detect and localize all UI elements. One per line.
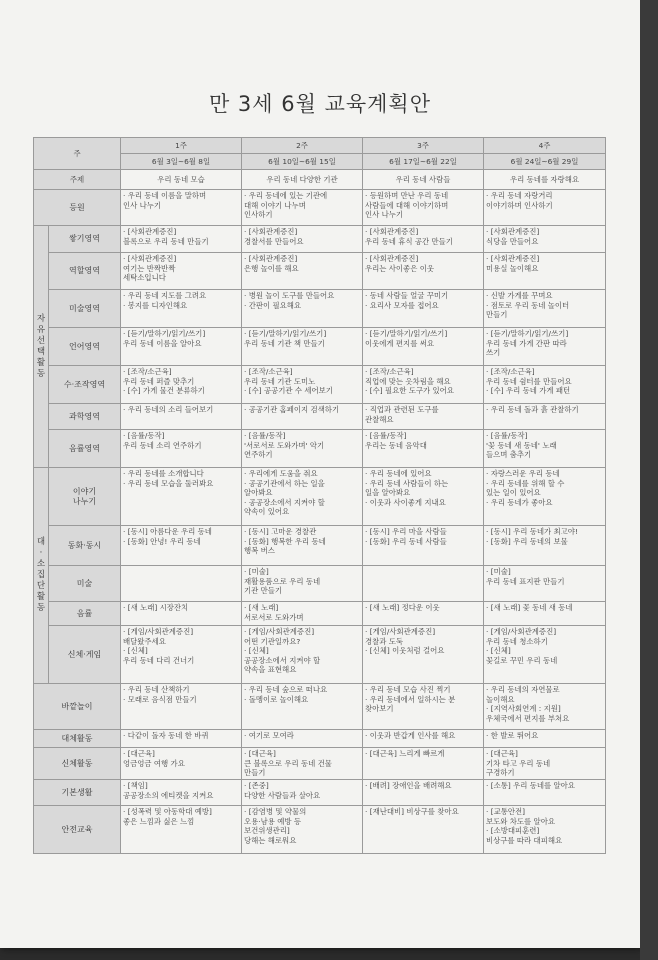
activity-cell: · [사회관계증진] 미용실 놀이해요: [484, 253, 606, 290]
activity-cell: · [소통] 우리 동네를 알아요: [484, 780, 606, 806]
activity-cell: · 우리 동네에 있는 기관에 대해 이야기 나누며 인사하기: [242, 190, 363, 226]
activity-cell: · [존중] 다양한 사람들과 살아요: [242, 780, 363, 806]
activity-cell: · [듣기/말하기/읽기/쓰기] 이웃에게 편지를 써요: [363, 328, 484, 366]
week-label: 주: [34, 138, 121, 170]
activity-cell: · 자랑스러운 우리 동네 · 우리 동네를 위해 할 수 있는 일이 있어요 · 우리 동네가 좋아요: [484, 468, 606, 526]
week-4-dates: 6월 24일~6월 29일: [484, 154, 606, 170]
group-label-char: 대: [36, 537, 46, 547]
plan-row: [34, 468, 606, 526]
activity-cell: · 병원 놀이 도구를 만들어요 · 간판이 필요해요: [242, 290, 363, 328]
activity-cell: · [게임/사회관계증진] 우리 동네 청소하기 · [신체] 꽃길로 꾸민 우리 동네: [484, 626, 606, 684]
week-1-dates: 6월 3일~6월 8일: [121, 154, 242, 170]
week-1-theme: 우리 동네 모습: [121, 170, 242, 190]
group-label-char: 자: [36, 313, 46, 324]
background-edge: [640, 0, 658, 960]
week-4-theme: 우리 동네를 자랑해요: [484, 170, 606, 190]
activity-cell: · [미술] 재활용품으로 우리 동네 기관 만들기: [242, 566, 363, 602]
activity-cell: · [조작/소근육] 우리 동네 기관 도미노 · [수] 공공기관 수 세어보기: [242, 366, 363, 404]
plan-row: [34, 626, 606, 684]
week-4-label: 4주: [484, 138, 606, 154]
week-2-label: 2주: [242, 138, 363, 154]
activity-cell: · [동시] 고마운 경찰관 · [동화] 행복한 우리 동네 행복 버스: [242, 526, 363, 566]
group-label-char: 선: [36, 335, 46, 346]
activity-cell: · [동시] 아름다운 우리 동네 · [동화] 안녕! 우리 동네: [121, 526, 242, 566]
plan-row: [34, 684, 606, 730]
area-label: 역할영역: [49, 253, 121, 290]
plan-row: [34, 602, 606, 626]
activity-cell: · [사회관계증진] 우리 동네 휴식 공간 만들기: [363, 226, 484, 253]
group-label-char: 동: [36, 603, 46, 613]
area-label: 수·조작영역: [49, 366, 121, 404]
activity-cell: · 등원하며 만난 우리 동네 사람들에 대해 이야기하며 인사 나누기: [363, 190, 484, 226]
group-label-char: 택: [36, 346, 46, 357]
activity-cell: · [배려] 장애인을 배려해요: [363, 780, 484, 806]
group-label-char: 활: [36, 357, 46, 368]
activity-cell: · [동시] 우리 동네가 최고야! · [동화] 우리 동네의 보물: [484, 526, 606, 566]
activity-cell: · [사회관계증진] 은행 놀이를 해요: [242, 253, 363, 290]
plan-row: [34, 430, 606, 468]
plan-row: [34, 526, 606, 566]
activity-cell: · [새 노래] 서로서로 도와가며: [242, 602, 363, 626]
activity-cell: · [대근육] 기차 타고 우리 동네 구경하기: [484, 748, 606, 780]
activity-cell: · [사회관계증진] 여기는 반짝반짝 세탁소입니다: [121, 253, 242, 290]
activity-cell: · 공공기관 홈페이지 검색하기: [242, 404, 363, 430]
education-plan-table: [33, 137, 606, 854]
activity-cell: · [새 노래] 정다운 이웃: [363, 602, 484, 626]
group-label-char: 집: [36, 570, 46, 580]
area-label: 신체활동: [34, 748, 121, 780]
plan-row: [34, 730, 606, 748]
group-label-char: 동: [36, 368, 46, 379]
activity-cell: · [사회관계증진] 식당을 만들어요: [484, 226, 606, 253]
page-title: 만 3세 6월 교육계획안: [208, 92, 432, 116]
activity-cell: · [교통안전] 보도와 차도를 알아요 · [소방대피훈련] 비상구를 따라 대피해요: [484, 806, 606, 854]
plan-table-body: [34, 138, 606, 854]
week-2-theme: 우리 동네 다양한 기관: [242, 170, 363, 190]
group-label-char: ·: [39, 548, 43, 558]
activity-cell: [121, 566, 242, 602]
activity-cell: · [게임/사회관계증진] 경찰과 도둑 · [신체] 이웃처럼 걸어요: [363, 626, 484, 684]
activity-cell: · 다같이 돌자 동네 한 바퀴: [121, 730, 242, 748]
activity-cell: · [조작/소근육] 직업에 맞는 옷차림을 해요 · [수] 필요한 도구가 있어요: [363, 366, 484, 404]
area-label: 쌓기영역: [49, 226, 121, 253]
activity-cell: · [대근육] 엉금엉금 여행 가요: [121, 748, 242, 780]
activity-cell: · 우리 동네 숲으로 떠나요 · 돌멩이로 놀이해요: [242, 684, 363, 730]
activity-cell: · [듣기/말하기/읽기/쓰기] 우리 동네 가게 간판 따라 쓰기: [484, 328, 606, 366]
activity-cell: · [미술] 우리 동네 표지판 만들기: [484, 566, 606, 602]
free-play-group-label: [34, 226, 49, 468]
plan-row: [34, 253, 606, 290]
week-1-label: 1주: [121, 138, 242, 154]
activity-cell: · [책임] 공공장소의 에티켓을 지켜요: [121, 780, 242, 806]
week-3-label: 3주: [363, 138, 484, 154]
activity-cell: · [조작/소근육] 우리 동네 퍼즐 맞추기 · [수] 가게 물건 분류하기: [121, 366, 242, 404]
group-label-char: 활: [36, 592, 46, 602]
area-label: 음률: [49, 602, 121, 626]
activity-cell: · 우리 동네를 소개합니다 · 우리 동네 모습을 둘러봐요: [121, 468, 242, 526]
activity-cell: · 신발 가게를 꾸며요 · 점토로 우리 동네 놀이터 만들기: [484, 290, 606, 328]
activity-cell: · [새 노래] 꽃 동네 새 동네: [484, 602, 606, 626]
activity-cell: · [대근육] 느리게 빠르게: [363, 748, 484, 780]
activity-cell: · [조작/소근육] 우리 동네 쉼터를 만들어요 · [수] 우리 동네 가게 패턴: [484, 366, 606, 404]
plan-row: [34, 366, 606, 404]
group-label-char: 유: [36, 324, 46, 335]
area-label: 대체활동: [34, 730, 121, 748]
activity-cell: · [음률/동작] '서로서로 도와가며' 악기 연주하기: [242, 430, 363, 468]
activity-cell: · 우리 동네 돌과 흙 관찰하기: [484, 404, 606, 430]
area-label: 과학영역: [49, 404, 121, 430]
activity-cell: · [게임/사회관계증진] 배달왔주세요 · [신체] 우리 동네 다리 건너기: [121, 626, 242, 684]
area-label: 미술: [49, 566, 121, 602]
area-label: 언어영역: [49, 328, 121, 366]
activity-cell: · [감염병 및 약물의 오용·남용 예방 등 보건위생관리] 당해는 해로워요: [242, 806, 363, 854]
activity-cell: · 우리 동네 모습 사진 찍기 · 우리 동네에서 일하시는 분 찾아보기: [363, 684, 484, 730]
activity-cell: · [동시] 우리 마을 사람들 · [동화] 우리 동네 사람들: [363, 526, 484, 566]
group-label-char: 단: [36, 581, 46, 591]
activity-cell: · [사회관계증진] 우리는 사이좋은 이웃: [363, 253, 484, 290]
activity-cell: · 여기로 모여라: [242, 730, 363, 748]
area-label: 신체·게임: [49, 626, 121, 684]
activity-cell: · [게임/사회관계증진] 어떤 기관일까요? · [신체] 공공장소에서 지켜야 할 약속을 표현해요: [242, 626, 363, 684]
area-label: 바깥놀이: [34, 684, 121, 730]
activity-cell: · [음률/동작] 우리 동네 소리 연주하기: [121, 430, 242, 468]
area-label: 음률영역: [49, 430, 121, 468]
activity-cell: · 우리 동네에 있어요 · 우리 동네 사람들이 하는 일을 알아봐요 · 이웃과 사이좋게 지내요: [363, 468, 484, 526]
activity-cell: · 한 발로 뛰어요: [484, 730, 606, 748]
plan-row: [34, 806, 606, 854]
activity-cell: · 우리 동네 이름을 말하며 인사 나누기: [121, 190, 242, 226]
activity-cell: · [성폭력 및 아동학대 예방] 좋은 느낌과 싫은 느낌: [121, 806, 242, 854]
area-label: 동화·동시: [49, 526, 121, 566]
activity-cell: · [재난대비] 비상구를 찾아요: [363, 806, 484, 854]
area-label: 등원: [34, 190, 121, 226]
activity-cell: · 우리에게 도움을 줘요 · 공공기관에서 하는 일을 알아봐요 · 공공장소에서 지켜야 할 약속이 있어요: [242, 468, 363, 526]
plan-row: [34, 226, 606, 253]
plan-row: [34, 566, 606, 602]
activity-cell: · [새 노래] 시장잔치: [121, 602, 242, 626]
plan-row: [34, 404, 606, 430]
activity-cell: · 우리 동네 산책하기 · 모래로 음식점 만들기: [121, 684, 242, 730]
activity-cell: · [듣기/말하기/읽기/쓰기] 우리 동네 이름을 알아요: [121, 328, 242, 366]
theme-label: 주제: [34, 170, 121, 190]
area-label: 이야기 나누기: [49, 468, 121, 526]
group-label-char: 소: [36, 559, 46, 569]
activity-cell: · [듣기/말하기/읽기/쓰기] 우리 동네 기관 책 만들기: [242, 328, 363, 366]
activity-cell: · 우리 동네 자랑거리 이야기하며 인사하기: [484, 190, 606, 226]
week-2-dates: 6월 10일~6월 15일: [242, 154, 363, 170]
plan-row: [34, 190, 606, 226]
plan-row: [34, 290, 606, 328]
activity-cell: · 직업과 관련된 도구를 관찰해요: [363, 404, 484, 430]
area-label: 미술영역: [49, 290, 121, 328]
activity-cell: · 우리 동네의 자연물로 놀이해요 · [지역사회연계 : 지원] 우체국에서 편지를 부쳐요: [484, 684, 606, 730]
activity-cell: · [사회관계증진] 블록으로 우리 동네 만들기: [121, 226, 242, 253]
plan-row: [34, 748, 606, 780]
activity-cell: · [음률/동작] 우리는 동네 음악대: [363, 430, 484, 468]
week-3-dates: 6월 17일~6월 22일: [363, 154, 484, 170]
activity-cell: · [음률/동작] '꽃 동네 새 동네' 노래 들으며 춤추기: [484, 430, 606, 468]
activity-cell: · [대근육] 큰 블록으로 우리 동네 건물 만들기: [242, 748, 363, 780]
area-label: 안전교육: [34, 806, 121, 854]
plan-row: [34, 328, 606, 366]
plan-row: [34, 780, 606, 806]
activity-cell: · 우리 동네의 소리 들어보기: [121, 404, 242, 430]
week-3-theme: 우리 동네 사람들: [363, 170, 484, 190]
activity-cell: [363, 566, 484, 602]
activity-cell: · 동네 사람들 얼굴 꾸미기 · 요리사 모자를 접어요: [363, 290, 484, 328]
activity-cell: · [사회관계증진] 경찰서를 만들어요: [242, 226, 363, 253]
activity-cell: · 우리 동네 지도를 그려요 · 봉지를 디자인해요: [121, 290, 242, 328]
group-play-group-label: [34, 468, 49, 684]
area-label: 기본생활: [34, 780, 121, 806]
activity-cell: · 이웃과 반갑게 인사를 해요: [363, 730, 484, 748]
